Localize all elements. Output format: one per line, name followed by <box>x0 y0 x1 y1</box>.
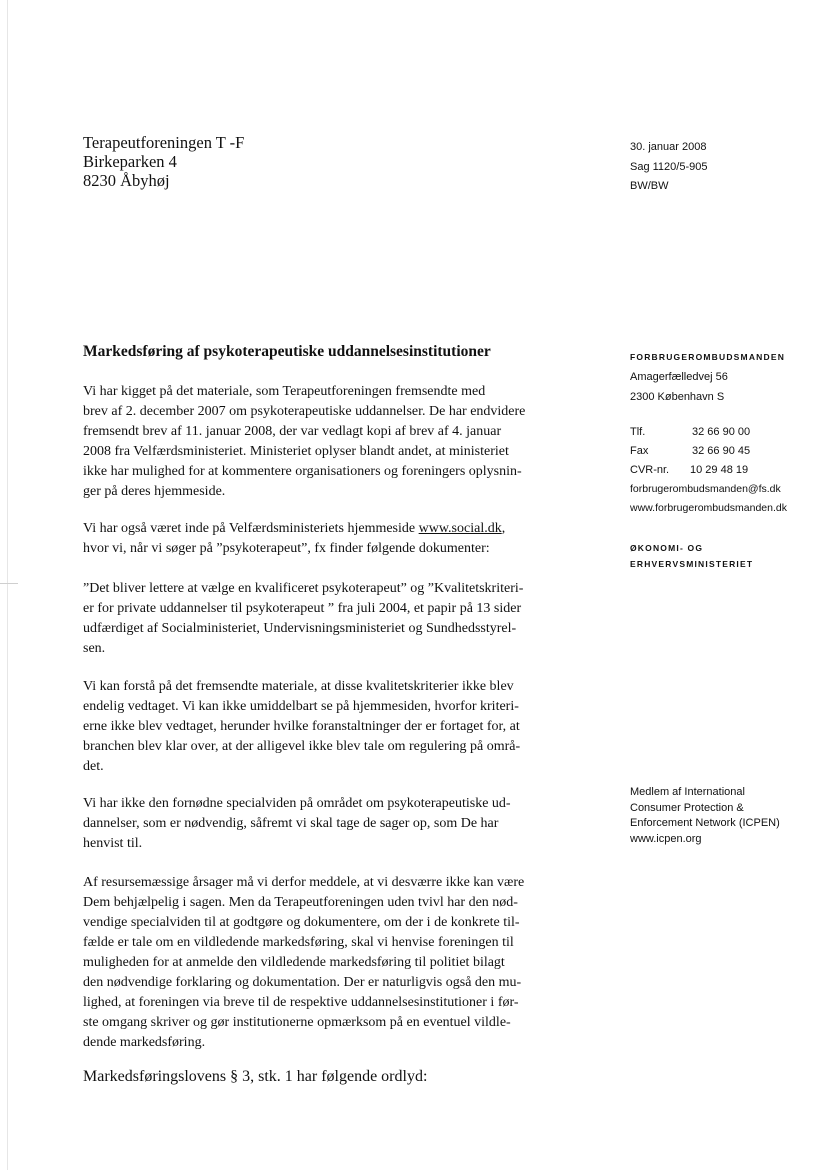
text-line: ger på deres hjemmeside. <box>83 484 226 499</box>
text-line <box>83 519 553 539</box>
fax-value: 32 66 90 45 <box>692 445 751 457</box>
org-website[interactable]: www.forbrugerombudsmanden.dk <box>630 502 787 514</box>
recipient-address <box>83 133 244 190</box>
text-line: ”Det bliver lettere at vælge en kvalificeret psykoterapeut” og ”Kvalitetskriteri- <box>83 581 524 596</box>
text-line: Vi har ikke den fornødne specialviden på området om psykoterapeutiske ud- <box>83 796 511 811</box>
text-line: det. <box>83 759 104 774</box>
member-line: Enforcement Network (ICPEN) <box>630 817 780 829</box>
text-line: endelig vedtaget. Vi kan ikke umiddelbart se på hjemmesiden, hvorfor kriteri- <box>83 699 519 714</box>
member-line: Medlem af International <box>630 786 745 798</box>
member-line: Consumer Protection & <box>630 801 744 814</box>
paragraph-2 <box>83 519 553 559</box>
phone-value: 32 66 90 00 <box>692 426 751 438</box>
recipient-street: Birkeparken 4 <box>83 152 177 171</box>
ministry-line-1: ØKONOMI- OG <box>630 543 704 553</box>
text-line: fremsendt brev af 11. januar 2008, der var vedlagt kopi af brev af 4. januar <box>83 424 502 439</box>
paragraph-1 <box>83 382 553 502</box>
text-line: Vi kan forstå på det fremsendte materiale, at disse kvalitetskriterier ikke blev <box>83 679 514 694</box>
text-line: 2008 fra Velfærdsministeriet. Ministeriet oplyser blandt andet, at ministeriet <box>83 444 509 459</box>
final-line: Markedsføringslovens § 3, stk. 1 har følgende ordlyd: <box>83 1068 428 1085</box>
org-name: FORBRUGEROMBUDSMANDEN <box>630 352 786 362</box>
text-line: Dem behjælpelig i sagen. Men da Terapeutforeningen uden tvivl har den nød- <box>83 895 518 910</box>
text-line: dende markedsføring. <box>83 1035 206 1050</box>
org-contact <box>630 423 787 518</box>
text-line: henvist til. <box>83 836 143 851</box>
text-line: ikke har mulighed for at kommentere organisationers og foreningers oplysnin- <box>83 464 522 479</box>
phone-row <box>630 423 787 442</box>
text-line: erne ikke blev vedtaget, herunder hvilke foranstaltninger der er fortaget for, at <box>83 719 520 734</box>
text-line: muligheden for at anmelde den vildledende markedsføring til politiet bilagt <box>83 955 505 970</box>
letter-date: 30. januar 2008 <box>630 141 707 153</box>
fax-row <box>630 442 787 461</box>
text-line: brev af 2. december 2007 om psykoterapeutiske uddannelser. De har endvidere <box>83 404 526 419</box>
icpen-website[interactable]: www.icpen.org <box>630 832 702 845</box>
text-line: lighed, at foreningen via breve til de respektive uddannelsesinstitutioner i før- <box>83 995 519 1010</box>
org-city: 2300 København S <box>630 390 725 403</box>
text-line: Vi har kigget på det materiale, som Terapeutforeningen fremsendte med <box>83 384 486 399</box>
text-line: branchen blev klar over, at der alligevel ikke blev tale om regulering på områ- <box>83 739 521 754</box>
initials: BW/BW <box>630 180 669 192</box>
text-line: Af resursemæssige årsager må vi derfor meddele, at vi desværre ikke kan være <box>83 875 525 890</box>
text-line: sen. <box>83 641 106 656</box>
recipient-city: 8230 Åbyhøj <box>83 171 170 190</box>
paragraph-4 <box>83 677 553 777</box>
org-street: Amagerfælledvej 56 <box>630 371 728 383</box>
case-number: Sag 1120/5-905 <box>630 160 708 173</box>
ministry-line-2: ERHVERVSMINISTERIET <box>630 559 754 569</box>
paragraph-5 <box>83 794 553 854</box>
text-line: fælde er tale om en vildledende markedsføring, skal vi henvise foreningen til <box>83 935 514 950</box>
recipient-name: Terapeutforeningen T -F <box>83 133 245 152</box>
paragraph-6 <box>83 873 553 1053</box>
text-line: ste omgang skriver og gør institutionerne opmærksom på en eventuel vildle- <box>83 1015 511 1030</box>
letter-title: Markedsføring af psykoterapeutiske uddannelsesinstitutioner <box>83 343 491 360</box>
text-line: er for private uddannelser til psykoterapeut ” fra juli 2004, et papir på 13 sider <box>83 601 522 616</box>
cvr-value: 10 29 48 19 <box>690 464 749 476</box>
social-dk-link[interactable]: www.social.dk <box>418 521 502 536</box>
membership-block <box>630 785 780 847</box>
fax-label: Fax <box>630 445 649 457</box>
letter-meta <box>630 138 707 197</box>
org-address <box>630 368 787 407</box>
text-line: hvor vi, når vi søger på ”psykoterapeut”, fx finder følgende dokumenter: <box>83 541 490 556</box>
text-segment: , <box>501 521 506 536</box>
text-line: den nødvendige forklaring og dokumentation. Der er naturligvis også den mu- <box>83 975 522 990</box>
scan-edge-line <box>7 0 8 1170</box>
text-segment: Vi har også været inde på Velfærdsministeriets hjemmeside <box>83 521 419 536</box>
cvr-row <box>630 461 787 480</box>
phone-label: Tlf. <box>630 426 646 438</box>
fold-mark <box>0 583 18 584</box>
text-line: vendige specialviden til at godtgøre og dokumentere, om der i de konkrete til- <box>83 915 520 930</box>
text-line: udfærdiget af Socialministeriet, Undervisningsministeriet og Sundhedsstyrel- <box>83 621 517 636</box>
text-line: dannelser, som er nødvendig, såfremt vi skal tage de sager op, som De har <box>83 816 499 831</box>
cvr-label: CVR-nr. <box>630 464 670 476</box>
org-email[interactable]: forbrugerombudsmanden@fs.dk <box>630 483 781 495</box>
sender-block <box>630 352 787 572</box>
ministry-logo-text <box>630 540 787 572</box>
paragraph-3 <box>83 579 553 659</box>
